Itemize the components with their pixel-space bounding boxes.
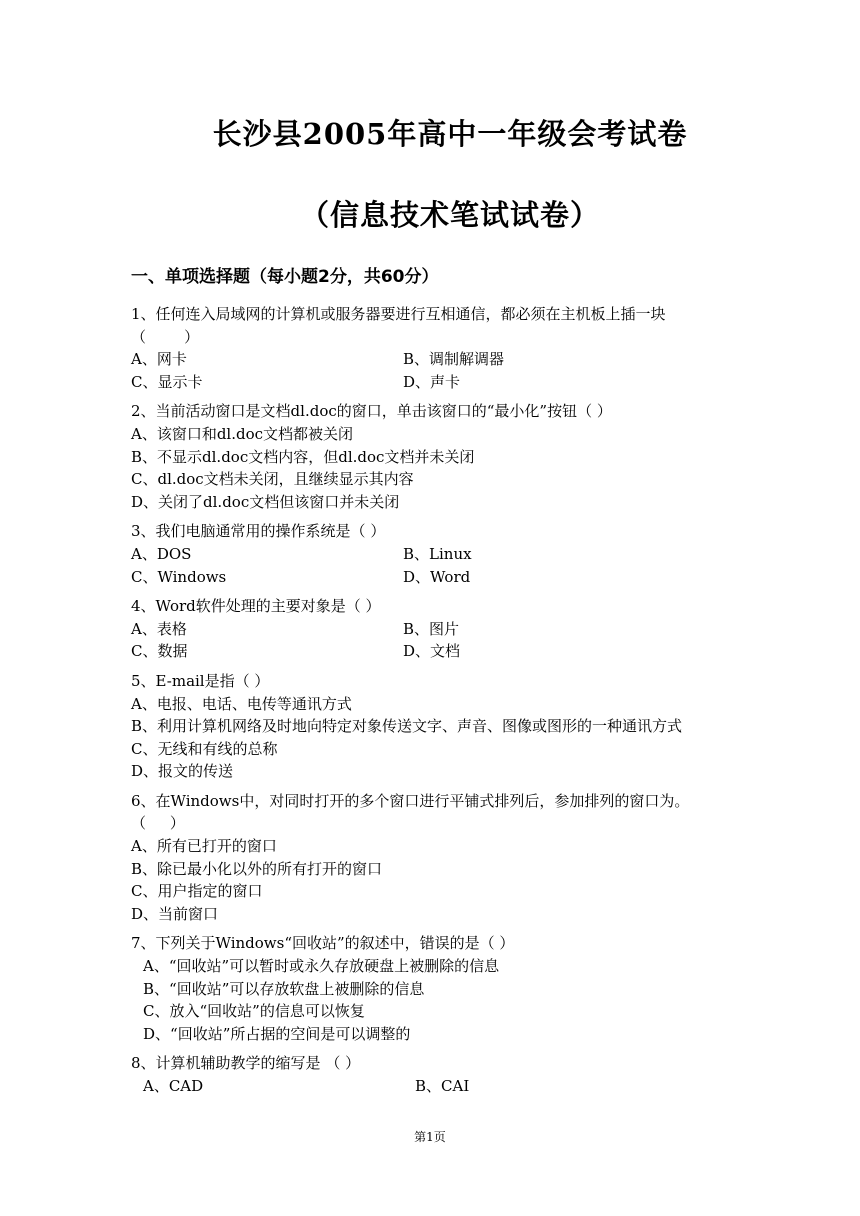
option-a: A、电报、电话、电传等通讯方式 [131,694,352,713]
question-6 [131,790,771,926]
section-heading: 一、单项选择题（每小题2分，共60分） [131,267,439,287]
question-stem: 3、我们电脑通常用的操作系统是（ ） [131,522,386,541]
option-a: A、表格 [131,619,187,638]
option-c: C、dl.doc文档未关闭，且继续显示其内容 [131,470,414,489]
question-stem: 5、E-mail是指（ ） [131,671,270,690]
option-c: C、无线和有线的总称 [131,739,278,758]
option-d: D、报文的传送 [131,762,234,781]
option-b: B、除已最小化以外的所有打开的窗口 [131,859,383,878]
question-stem: 8、计算机辅助教学的缩写是 （ ） [131,1054,361,1073]
option-b: B、Linux [403,544,472,563]
option-a: A、该窗口和dl.doc文档都被关闭 [131,424,354,443]
option-d: D、“回收站”所占据的空间是可以调整的 [143,1024,411,1043]
question-stem: 6、在Windows中，对同时打开的多个窗口进行平铺式排列后，参加排列的窗口为。 [131,791,690,810]
option-d: D、Word [403,567,471,586]
question-stem: 7、下列关于Windows“回收站”的叙述中，错误的是（ ） [131,934,515,953]
option-b: B、“回收站”可以存放软盘上被删除的信息 [143,979,425,998]
option-a: A、CAD [143,1077,204,1095]
option-b: B、不显示dl.doc文档内容，但dl.doc文档并未关闭 [131,447,475,466]
answer-blank: （ ） [131,814,185,833]
exam-title: 长沙县2005年高中一年级会考试卷 [212,117,688,151]
question-stem: 2、当前活动窗口是文档dl.doc的窗口，单击该窗口的“最小化”按钮（ ） [131,402,612,421]
option-b: B、利用计算机网络及时地向特定对象传送文字、声音、图像或图形的一种通讯方式 [131,717,683,736]
option-b: B、CAI [415,1077,470,1095]
option-c: C、Windows [131,567,227,586]
question-7 [131,932,771,1045]
question-stem: 4、Word软件处理的主要对象是（ ） [131,597,381,616]
option-c: C、显示卡 [131,372,203,391]
question-list [131,303,771,1098]
option-a: A、DOS [131,544,192,563]
option-d: D、关闭了dl.doc文档但该窗口并未关闭 [131,492,400,511]
option-b: B、调制解调器 [403,350,505,369]
question-5 [131,670,771,783]
option-d: D、当前窗口 [131,904,219,923]
answer-blank: （ ） [131,327,200,346]
exam-subtitle: （信息技术笔试试卷） [299,198,600,232]
question-3 [131,520,771,588]
question-4 [131,595,771,663]
option-a: A、网卡 [131,350,187,369]
option-a: A、“回收站”可以暂时或永久存放硬盘上被删除的信息 [143,957,500,976]
question-8 [131,1052,771,1097]
option-d: D、文档 [403,642,461,661]
option-c: C、用户指定的窗口 [131,882,263,901]
option-d: D、声卡 [403,372,461,391]
option-a: A、所有已打开的窗口 [131,837,277,856]
page-number: 第1页 [414,1130,446,1144]
option-c: C、放入“回收站”的信息可以恢复 [143,1002,365,1021]
question-stem: 1、任何连入局域网的计算机或服务器要进行互相通信，都必须在主机板上插一块 [131,305,666,323]
question-1 [131,303,771,393]
option-c: C、数据 [131,642,188,661]
question-2 [131,400,771,513]
option-b: B、图片 [403,619,460,638]
